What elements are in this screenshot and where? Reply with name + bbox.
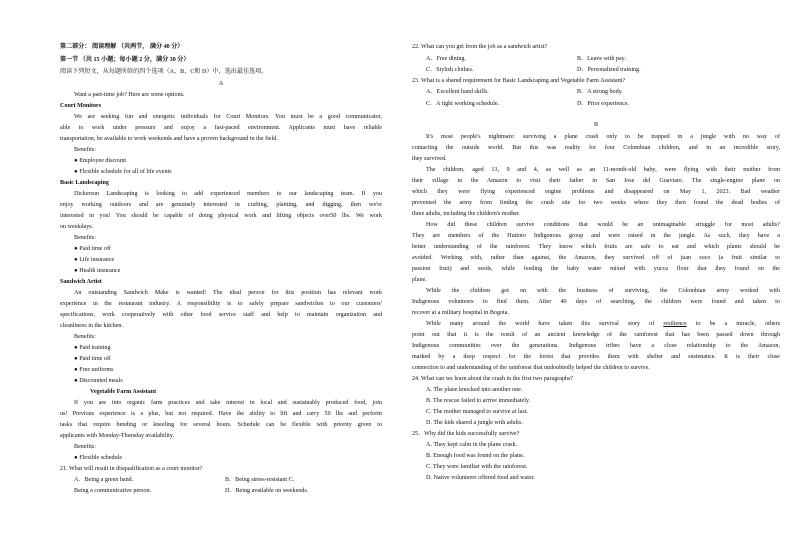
text-line: Want a part-time job? Here are some options. <box>74 92 185 98</box>
text-line: While the children got on with the business of surviving, the Colombian army worked with <box>426 288 780 294</box>
text-line: C. They were familiar with the rainforest. <box>426 464 528 470</box>
text-line: recover at a military hospital in Bogota. <box>412 310 509 316</box>
text-line: tasks that require bending or kneeling for several hours. Schedule can be flexible with priority given to <box>60 422 382 428</box>
text-line: D．Being available on weekends. <box>225 488 309 494</box>
text-line: While many around the world have taken this survival story of resilience to be a miracle, others <box>426 321 780 327</box>
text-line: 第一节 （共 15 小题；每小题 2 分，满分 30 分） <box>60 57 190 63</box>
text-line: B．Being stress-resistant C． <box>225 477 299 483</box>
text-line: ● Life insurance <box>74 257 115 263</box>
text-line: Benefits: <box>74 444 97 450</box>
text-line: Indigenous volunteers to find them. After 40 days of searching, the children were found and taken to <box>412 299 780 305</box>
text-line: ● Employee discount <box>74 158 127 164</box>
text-line: point out that it is the result of an ancient knowledge of the rainforest that has been passed down through <box>412 332 780 338</box>
text-line: ● Paid time off <box>74 246 111 252</box>
text-line: A．Excellent hand skills. <box>426 89 489 95</box>
text-line: Indigenous communities over the generations. Indigenous tribes have a close relationship to the Amazon, <box>412 343 780 349</box>
text-line: on weekdays. <box>60 224 94 230</box>
text-line: A <box>218 81 224 87</box>
text-line: A. The plane knocked into another one. <box>426 387 523 393</box>
text-line: they survived. <box>412 156 447 162</box>
text-line: 23. What is a shared requirement for Basic Landscaping and Vegetable Farm Assistant? <box>412 78 626 84</box>
text-line: connection to and understanding of the rainforest that undoubtedly helped the children to survive. <box>412 365 650 371</box>
text-line: applicants with Monday-Thursday availability. <box>60 433 175 439</box>
text-line: ● Paid training <box>74 345 111 351</box>
text-line: ● Flexible schedule for all of life events <box>74 169 172 175</box>
text-line: enjoy working outdoors and are genuinely interested in crafting, planting, and digging, then we're <box>60 202 382 208</box>
text-line: passion fruit) and seeds, while feeding the baby water mixed with yucca flour that they found on the <box>412 266 780 272</box>
text-line: transportation, be available to work weekends and have a proven background in the field. <box>60 136 278 142</box>
text-line: marked by a deep respect for the forest that provides them with shelter and sustenance. It is their close <box>412 354 780 360</box>
text-line: Benefits: <box>74 334 97 340</box>
text-line: B．Leave with pay. <box>577 56 626 62</box>
text-line: A. They kept calm in the plane crash. <box>426 442 518 448</box>
text-line: Benefits: <box>74 147 97 153</box>
text-line: B．A strong body. <box>577 89 623 95</box>
text-line: Sandwich Artist <box>60 279 102 285</box>
text-line: contacting the outside world. But this was reality for four Colombian children, and in an incredible story, <box>412 145 780 151</box>
text-line: How did these children survive conditions that would be an unimaginable struggle for most adults? <box>426 222 780 228</box>
text-line: specifications, work cooperatively with other food service staff and help to maintain organization and <box>60 312 382 318</box>
text-line: ● Flexible schedule <box>74 455 123 461</box>
text-line: It's most people's nightmare: surviving a plane crash only to be trapped in a jungle with no way of <box>426 134 780 140</box>
text-line: 22. What can you get from the job as a sandwich artist? <box>412 44 548 50</box>
text-line: Basic Landscaping <box>60 180 109 186</box>
text-line: Being a communicative person. <box>74 488 152 494</box>
text-line: 24. What can we learn about the crash in the first two paragraphs? <box>412 376 574 382</box>
text-line: They are members of the Huitoto Indigenous group and were raised in the jungle. As such, they have a <box>412 233 780 239</box>
text-line: C. The mother managed to survive at last. <box>426 409 528 415</box>
text-line: If you are into organic farm practices and take interest in local and sustainably produced food, join <box>74 400 382 406</box>
text-line: The children, aged 13, 9 and 4, as well as an 11-month-old baby, were flying with their mother from <box>426 167 780 173</box>
text-line: B. Enough food was found on the plane. <box>426 453 525 459</box>
text-line: Court Monitors <box>60 103 102 109</box>
text-line: Benefits: <box>74 235 97 241</box>
text-line: plane. <box>412 277 427 283</box>
text-line: ● Discounted meals <box>74 378 123 384</box>
text-line: their village in the Amazon to visit their father in San Jose del Guaviare. The single-engine plane on <box>412 178 780 184</box>
text-line: three adults, including the children's mother. <box>412 211 521 217</box>
text-line: An outstanding Sandwich Make is wanted! The ideal person for this position has relevant work <box>74 290 382 296</box>
text-line: D．Prior experience. <box>577 101 630 107</box>
text-line: cleanliness in the kitchen. <box>60 323 123 329</box>
text-line: better understanding of the rainforest. They know which fruits are safe to eat and which plants should be <box>412 244 780 250</box>
text-line: C．Stylish clothes. <box>426 67 474 73</box>
text-line: 阅读下列短文，从每题所给的四个选项（A、B、C和 D）中，选出最佳选项。 <box>60 69 268 75</box>
text-line: Vegetable Farm Assistant <box>90 389 157 395</box>
text-line: avoided. Working with, rather than against, the Amazon, they survived off of juan soco (a fruit similar to <box>412 255 780 261</box>
text-line: We are seeking fun and energetic individuals for Court Monitors. You must be a good communicator, <box>74 114 382 120</box>
text-line: prevented the army from finding the crash site for two weeks where they then found the dead bodies of <box>412 200 780 206</box>
text-line: D．Personalized training. <box>577 67 641 73</box>
text-line: which they were flying experienced engine problems and disappeared on May 1, 2023. Bad weather <box>412 189 780 195</box>
text-line: ● Paid time off <box>74 356 111 362</box>
text-line: C．A tight working schedule. <box>426 101 500 107</box>
text-line: A．Being a green hand. <box>74 477 134 483</box>
text-line: experience in the restaurant industry. A responsibility is to safely prepare sandwiches to our customers' <box>60 301 382 307</box>
text-line: D. The kids shared a jungle with adults. <box>426 420 523 426</box>
text-line: 第二部分： 阅读理解 （共两节， 满分 40 分） <box>60 44 184 50</box>
text-line: Dickerson Landscaping is looking to add experienced members to our landscaping team. If you <box>74 191 382 197</box>
text-line: D. Native volunteers offered food and water. <box>426 475 535 481</box>
text-line: B <box>593 122 599 128</box>
text-line: us! Previous experience is a plus, but not required. Have the ability to lift and carry 50 lbs and perform <box>60 411 382 417</box>
text-line: able to work under pressure and enjoy a fast-paced environment. Applicants must have reliable <box>60 125 382 131</box>
text-line: interested in you! You should be capable of doing physical work and lifting objects over50 lbs. We work <box>60 213 382 219</box>
text-line: 25．Why did the kids successfully survive? <box>412 431 520 437</box>
text-line: ● Free uniforms <box>74 367 114 373</box>
text-line: 21. What will result in disqualification as a court monitor? <box>60 466 203 472</box>
text-line: ● Health insurance <box>74 268 121 274</box>
text-line: B. The rescue failed to arrive immediately. <box>426 398 531 404</box>
text-line: A．Free dining. <box>426 56 466 62</box>
